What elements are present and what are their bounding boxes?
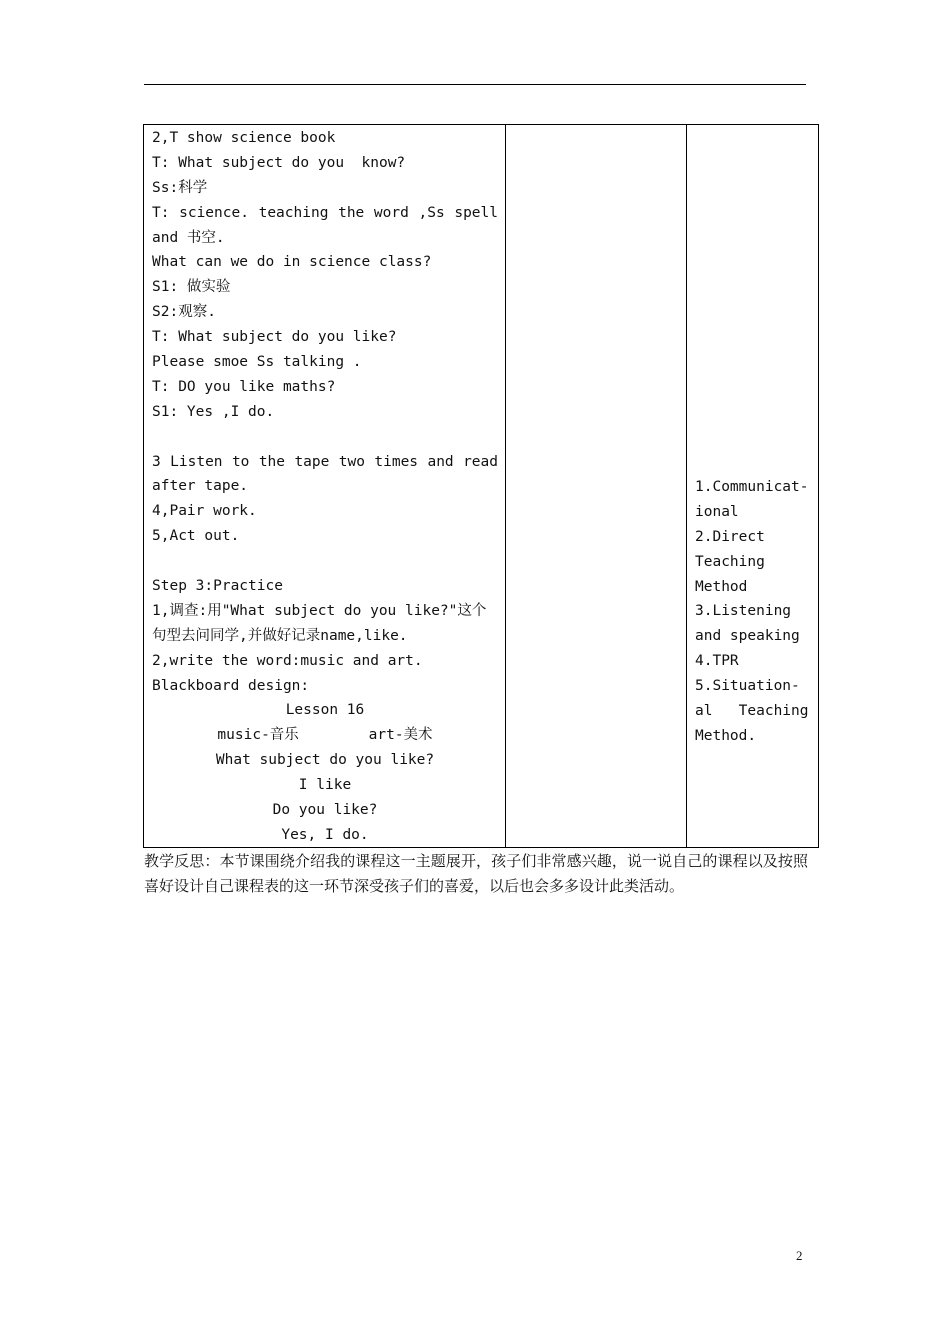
content-line bbox=[152, 549, 498, 574]
content-line: Yes, I do. bbox=[281, 826, 369, 843]
content-line: S2:观察. bbox=[152, 304, 216, 321]
content-line: 句型去问同学,并做好记录name,like. bbox=[152, 627, 408, 644]
lesson-table bbox=[143, 124, 819, 848]
teaching-method-column bbox=[695, 475, 813, 749]
content-line: 1,调查:用"What subject do you like?"这个 bbox=[152, 602, 487, 619]
content-line: after tape. bbox=[152, 478, 249, 495]
content-line: T: What subject do you like? bbox=[152, 329, 397, 346]
content-line: T: science. teaching the word ,Ss spell bbox=[152, 204, 498, 221]
content-line: T: What subject do you know? bbox=[152, 154, 406, 171]
method-line: 2.Direct bbox=[695, 528, 765, 545]
page-number: 2 bbox=[796, 1248, 803, 1263]
content-line: Step 3:Practice bbox=[152, 578, 283, 595]
method-line: 3.Listening bbox=[695, 603, 792, 620]
content-line: What subject do you like? bbox=[215, 752, 435, 769]
header-rule bbox=[144, 84, 806, 85]
method-line: Method. bbox=[695, 727, 757, 744]
method-line: 1.Communicat- bbox=[695, 479, 809, 495]
method-line: 5.Situation- bbox=[695, 678, 800, 695]
content-line: 4,Pair work. bbox=[152, 503, 257, 520]
method-line: and speaking bbox=[695, 628, 800, 645]
method-line: Method bbox=[695, 578, 748, 595]
method-line: al Teaching bbox=[695, 703, 809, 720]
method-line: 4.TPR bbox=[695, 653, 739, 670]
content-line bbox=[152, 425, 498, 450]
content-line: I like bbox=[298, 777, 352, 794]
method-line: ional bbox=[695, 503, 739, 520]
method-line: Teaching bbox=[695, 553, 765, 570]
column-divider-1 bbox=[505, 125, 506, 847]
teaching-process-column bbox=[152, 126, 498, 848]
content-line: Ss:科学 bbox=[152, 179, 208, 196]
content-line: 3 Listen to the tape two times and read bbox=[152, 453, 498, 470]
content-line: Lesson 16 bbox=[285, 702, 365, 719]
content-line: music-音乐 art-美术 bbox=[217, 727, 433, 744]
content-line: S1: Yes ,I do. bbox=[152, 403, 275, 420]
content-line: 2,write the word:music and art. bbox=[152, 652, 423, 669]
content-line: What can we do in science class? bbox=[152, 254, 432, 271]
content-line: 5,Act out. bbox=[152, 528, 240, 545]
teaching-reflection: 教学反思：本节课围绕介绍我的课程这一主题展开，孩子们非常感兴趣，说一说自己的课程以及按照喜好设计自己课程表的这一环节深受孩子们的喜爱，以后也会多多设计此类活动。 bbox=[144, 852, 808, 895]
content-line: Please smoe Ss talking . bbox=[152, 354, 362, 371]
content-line: S1: 做实验 bbox=[152, 279, 231, 296]
content-line: 2,T show science book bbox=[152, 130, 336, 146]
content-line: and 书空. bbox=[152, 229, 225, 246]
column-divider-2 bbox=[686, 125, 687, 847]
content-line: T: DO you like maths? bbox=[152, 378, 336, 395]
content-line: Blackboard design: bbox=[152, 677, 310, 694]
content-line: Do you like? bbox=[272, 802, 378, 819]
